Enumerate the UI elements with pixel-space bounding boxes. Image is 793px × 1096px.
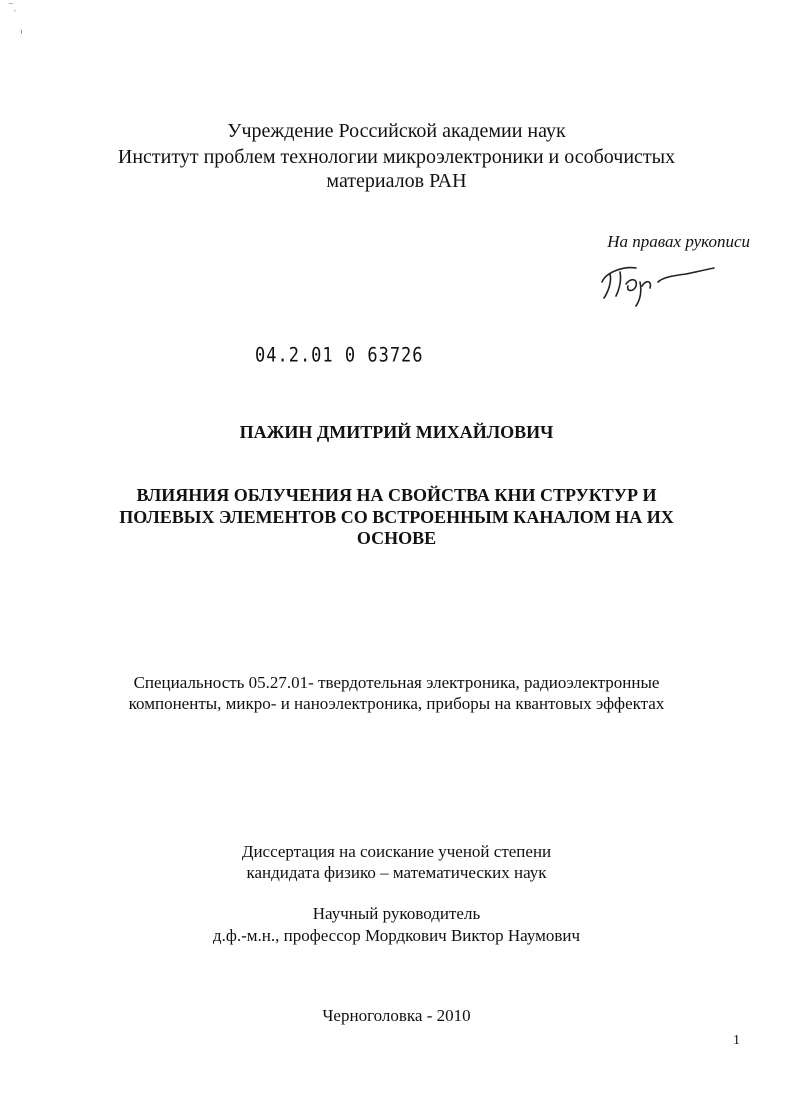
specialty-line-1: Специальность 05.27.01- твердотельная электроника, радиоэлектронные: [133, 673, 660, 692]
dissertation-title-line-1: ВЛИЯНИЯ ОБЛУЧЕНИЯ НА СВОЙСТВА КНИ СТРУКТУР И: [136, 485, 657, 505]
signature-icon: [596, 252, 726, 310]
page-number: 1: [733, 1033, 740, 1048]
dissertation-title-line-3: ОСНОВЕ: [356, 528, 437, 548]
supervisor-label: Научный руководитель: [312, 904, 481, 923]
institution-line-1: Учреждение Российской академии наук: [227, 120, 566, 142]
supervisor-name: д.ф.-м.н., профессор Мордкович Виктор Наумович: [212, 926, 581, 945]
registration-number: 04.2.01 0 63726: [255, 344, 424, 368]
scan-artifact: ⁻ˌ: [8, 1, 17, 12]
scan-artifact: ⁾: [20, 29, 23, 40]
institution-line-2: Институт проблем технологии микроэлектроники и особочистых: [117, 146, 676, 168]
dissertation-title-line-2: ПОЛЕВЫХ ЭЛЕМЕНТОВ СО ВСТРОЕННЫМ КАНАЛОМ НА ИХ: [119, 507, 674, 527]
institution-line-3: материалов РАН: [326, 170, 467, 192]
degree-line-1: Диссертация на соискание ученой степени: [241, 842, 552, 861]
specialty-line-2: компоненты, микро- и наноэлектроника, приборы на квантовых эффектах: [128, 694, 665, 713]
author-name: ПАЖИН ДМИТРИЙ МИХАЙЛОВИЧ: [239, 422, 554, 442]
place-and-year: Черноголовка - 2010: [322, 1006, 471, 1025]
manuscript-rights-note: На правах рукописи: [607, 232, 750, 251]
degree-line-2: кандидата физико – математических наук: [246, 863, 547, 882]
